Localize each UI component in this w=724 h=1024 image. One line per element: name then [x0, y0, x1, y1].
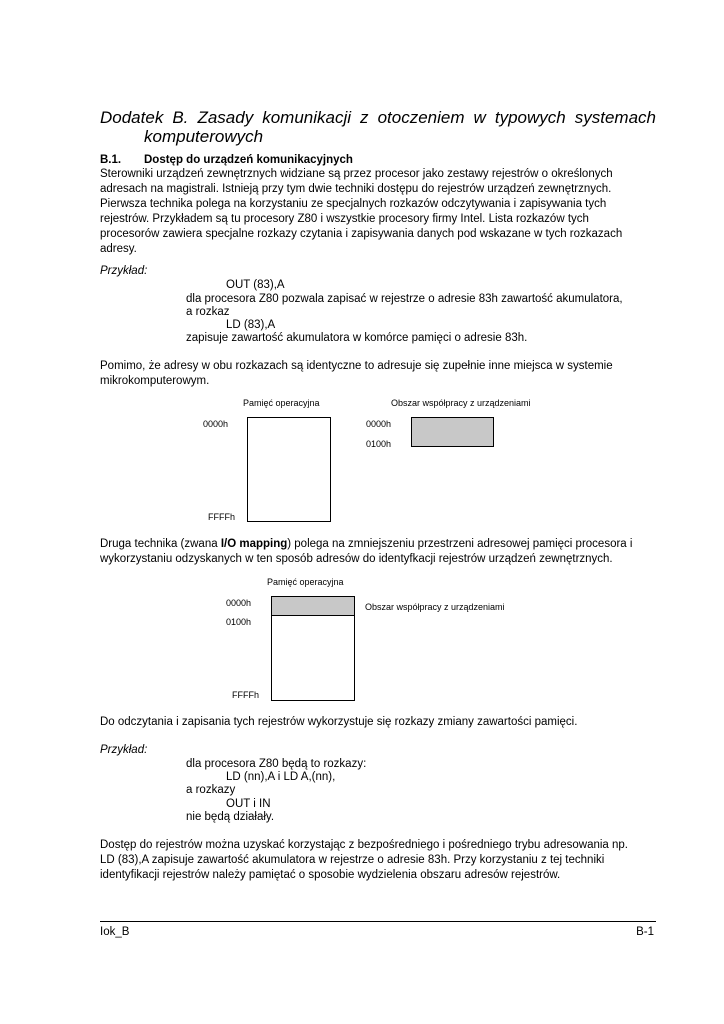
memory-label: Pamięć operacyjna: [243, 398, 320, 408]
section-number: B.1.: [100, 154, 122, 166]
memory-mid-address: 0100h: [226, 617, 252, 627]
note-paragraph: [100, 359, 613, 389]
text-run: Druga technika (zwana: [100, 538, 221, 550]
section-title: Dostęp do urządzeń komunikacyjnych: [144, 154, 353, 166]
intro-line: rejestrów. Przykładem są tu procesory Z80 i wszystkie procesory firmy Intel. Lista rozkazów tych: [100, 213, 589, 225]
example-command: LD (83),A: [226, 319, 276, 331]
io-mapping-term: I/O mapping: [220, 538, 288, 550]
io-region-block: [271, 596, 355, 617]
memory-start-address: 0000h: [226, 598, 252, 608]
io-start-address: 0000h: [366, 419, 392, 429]
example-command: LD (nn),A i LD A,(nn),: [226, 771, 336, 783]
final-line: identyfikacji rejestrów należy pamiętać o sposobie wydzielenia obszaru adresów rejestrów.: [100, 869, 561, 881]
memory-end-address: FFFFh: [208, 512, 235, 522]
intro-line: Sterowniki urządzeń zewnętrznych widziane są przez procesor jako zestawy rejestrów o określonych: [100, 168, 613, 180]
final-paragraph: [100, 838, 628, 883]
example-line: dla procesora Z80 będą to rozkazy:: [186, 758, 367, 770]
access-paragraph: Do odczytania i zapisania tych rejestrów wykorzystuje się rozkazy zmiany zawartości pamięci.: [100, 716, 578, 728]
final-line: Dostęp do rejestrów można uzyskać korzystając z bezpośredniego i pośredniego trybu adresowania np.: [100, 839, 629, 851]
memory-block: [247, 417, 331, 522]
title-line-1: Dodatek B. Zasady komunikacji z otoczeniem w typowych systemach: [100, 108, 656, 127]
memory-start-address: 0000h: [203, 419, 229, 429]
example-conjunction: a rozkaz: [186, 306, 230, 318]
footer-page-number: B-1: [636, 926, 654, 938]
io-area-label: Obszar współpracy z urządzeniami: [365, 602, 505, 612]
memory-block: [271, 615, 355, 701]
example-label: Przykład:: [100, 744, 148, 756]
second-technique-paragraph: [100, 537, 632, 567]
example-line: a rozkazy: [186, 784, 236, 796]
example-label: Przykład:: [100, 265, 148, 277]
footer-divider: [100, 921, 656, 922]
example-command: OUT i IN: [226, 798, 271, 810]
intro-line: adresy.: [100, 243, 137, 255]
intro-paragraph: [100, 167, 622, 257]
final-line: LD (83),A zapisuje zawartość akumulatora w rejestrze o adresie 83h. Przy korzystaniu z tej techniki: [100, 854, 605, 866]
intro-line: adresach na magistrali. Istnieją przy tym dwie techniki dostępu do rejestrów urządzeń zewnętrznych.: [100, 183, 612, 195]
intro-line: procesorów zawiera specjalne rozkazy czytania i zapisywania danych pod wskazane w tych rozkazach: [100, 228, 623, 240]
footer-document-id: Iok_B: [100, 926, 130, 938]
memory-end-address: FFFFh: [232, 690, 259, 700]
example-description: dla procesora Z80 pozwala zapisać w rejestrze o adresie 83h zawartość akumulatora,: [186, 293, 623, 305]
example-description: zapisuje zawartość akumulatora w komórce pamięci o adresie 83h.: [186, 332, 528, 344]
title-line-2: komputerowych: [144, 127, 264, 146]
memory-label: Pamięć operacyjna: [267, 577, 344, 587]
example-line: nie będą działały.: [186, 811, 275, 823]
second-line-2: wykorzystaniu odzyskanych w ten sposób adresów do identyfkacji rejestrów urządzeń zewnętrznych.: [100, 553, 613, 565]
text-run: ) polega na zmniejszeniu przestrzeni adresowej pamięci procesora i: [287, 538, 633, 550]
second-line-1: [100, 537, 632, 552]
io-block: [411, 417, 494, 447]
intro-line: Pierwsza technika polega na korzystaniu ze specjalnych rozkazów odczytywania i zapisywania tych: [100, 198, 607, 210]
io-end-address: 0100h: [366, 439, 392, 449]
io-area-label: Obszar współpracy z urządzeniami: [391, 398, 531, 408]
note-line: mikrokomputerowym.: [100, 375, 210, 387]
example-command: OUT (83),A: [226, 279, 285, 291]
note-line: Pomimo, że adresy w obu rozkazach są identyczne to adresuje się zupełnie inne miejsca w systemie: [100, 360, 613, 372]
page-title: [100, 108, 656, 128]
